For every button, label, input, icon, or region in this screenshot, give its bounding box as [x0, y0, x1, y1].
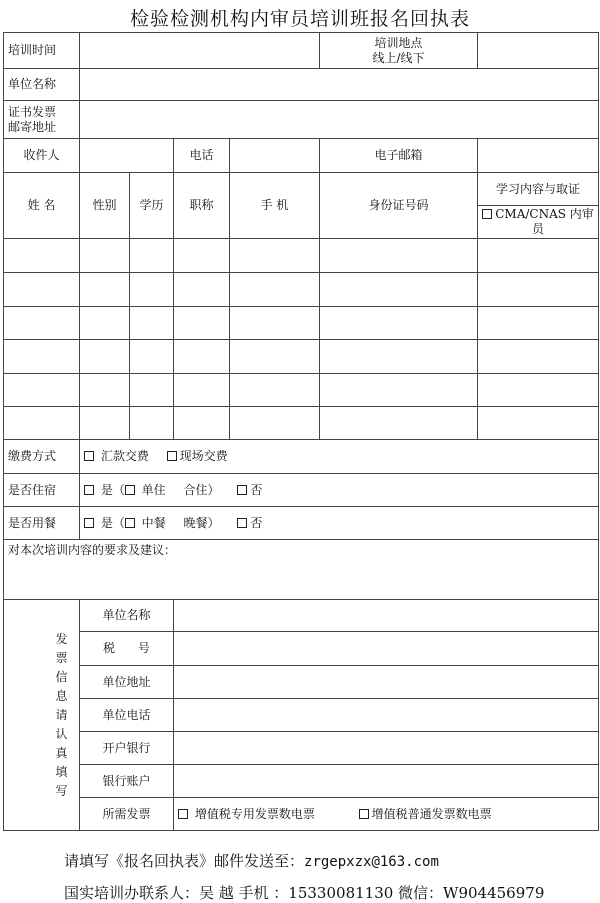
mailing-label-line2: 邮寄地址 [8, 119, 57, 134]
meals-no-label: 否 [250, 515, 263, 530]
suggestion-field[interactable] [4, 540, 599, 600]
side-char: 真 [55, 745, 68, 760]
invoice-phone-label: 单位电话 [80, 699, 174, 732]
col-header-name: 姓 名 [4, 173, 80, 239]
payment-transfer-label: 汇款交费 [100, 449, 149, 463]
mailing-address-label [4, 101, 80, 139]
location-label-line2: 线上/线下 [372, 50, 425, 65]
lodging-single-label: 单住 [141, 482, 166, 497]
training-time-label: 培训时间 [4, 33, 80, 69]
invoice-phone-value[interactable] [174, 699, 599, 732]
meals-yes-label: 是（ [100, 515, 125, 530]
lodging-single-checkbox[interactable] [125, 485, 135, 495]
invoice-special-checkbox[interactable] [178, 809, 188, 819]
meals-no-checkbox[interactable] [237, 518, 247, 528]
table-row [4, 273, 599, 307]
footer-email-address[interactable]: zrgepxzx@163.com [304, 854, 439, 870]
mailing-label-line1: 证书发票 [8, 104, 57, 119]
phone-value[interactable] [230, 139, 320, 173]
registration-form-table [3, 32, 599, 831]
payment-transfer-checkbox[interactable] [84, 451, 94, 461]
invoice-required-label: 所需发票 [80, 798, 174, 831]
meals-lunch-label: 中餐 [141, 515, 166, 530]
invoice-address-value[interactable] [174, 666, 599, 699]
meals-dinner-label: 晚餐） [183, 515, 220, 530]
invoice-address-label: 单位地址 [80, 666, 174, 699]
invoice-tax-id-value[interactable] [174, 632, 599, 666]
mailing-address-value[interactable] [80, 101, 599, 139]
training-location-label [320, 33, 478, 69]
invoice-account-label: 银行账户 [80, 765, 174, 798]
cma-option[interactable] [478, 206, 599, 239]
unit-name-value[interactable] [80, 69, 599, 101]
invoice-side-label [4, 600, 80, 831]
side-char: 信 [55, 669, 68, 684]
table-row [4, 239, 599, 273]
meals-yes-checkbox[interactable] [84, 518, 94, 528]
lodging-yes-label: 是（ [100, 482, 125, 497]
col-header-mobile: 手 机 [230, 173, 320, 239]
invoice-tax-id-label: 税 号 [80, 632, 174, 666]
invoice-bank-label: 开户银行 [80, 732, 174, 765]
cma-option-label: CMA/CNAS 内审员 [495, 207, 594, 236]
payment-label: 缴费方式 [4, 440, 80, 474]
table-row [4, 307, 599, 340]
invoice-bank-value[interactable] [174, 732, 599, 765]
training-time-value[interactable] [80, 33, 320, 69]
training-location-value[interactable] [478, 33, 599, 69]
payment-onsite-label: 现场交费 [179, 449, 228, 463]
lodging-label: 是否住宿 [4, 474, 80, 507]
col-header-id-number: 身份证号码 [320, 173, 478, 239]
payment-onsite-checkbox[interactable] [167, 451, 177, 461]
meals-options [80, 507, 599, 540]
footer-email-line [64, 850, 439, 871]
col-header-title: 职称 [174, 173, 230, 239]
checkbox-icon[interactable] [482, 209, 492, 219]
side-char: 填 [55, 764, 68, 779]
lodging-yes-checkbox[interactable] [84, 485, 94, 495]
footer-email-text: 请填写《报名回执表》邮件发送至： [64, 852, 305, 870]
location-label-line1: 培训地点 [374, 35, 423, 50]
lodging-shared-label: 合住） [183, 482, 220, 497]
invoice-unit-name-value[interactable] [174, 600, 599, 632]
meals-lunch-checkbox[interactable] [125, 518, 135, 528]
recipient-label: 收件人 [4, 139, 80, 173]
invoice-side-table [8, 630, 75, 801]
email-label: 电子邮箱 [320, 139, 478, 173]
lodging-options [80, 474, 599, 507]
side-char: 发 [55, 631, 68, 646]
invoice-special-label: 增值税专用发票数电票 [194, 806, 315, 821]
recipient-value[interactable] [80, 139, 174, 173]
invoice-general-label: 增值税普通发票数电票 [371, 806, 492, 821]
phone-label: 电话 [174, 139, 230, 173]
payment-options [80, 440, 599, 474]
table-row [4, 407, 599, 440]
invoice-account-value[interactable] [174, 765, 599, 798]
side-char: 写 [55, 783, 68, 798]
meals-label: 是否用餐 [4, 507, 80, 540]
invoice-required-options [174, 798, 599, 831]
invoice-general-checkbox[interactable] [359, 809, 369, 819]
side-char: 认 [55, 726, 68, 741]
footer-contact-line: 国实培训办联系人：吴 越 手机 ：15330081130 微信：W904456979 [64, 884, 545, 902]
suggestion-label: 对本次培训内容的要求及建议： [8, 543, 177, 557]
side-char: 息 [55, 688, 68, 703]
lodging-no-checkbox[interactable] [237, 485, 247, 495]
lodging-no-label: 否 [250, 482, 263, 497]
side-char: 请 [55, 707, 68, 722]
col-header-study: 学习内容与取证 [478, 173, 599, 206]
col-header-education: 学历 [130, 173, 174, 239]
unit-name-label: 单位名称 [4, 69, 80, 101]
table-row [4, 374, 599, 407]
col-header-gender: 性别 [80, 173, 130, 239]
form-title: 检验检测机构内审员培训班报名回执表 [129, 8, 470, 30]
email-value[interactable] [478, 139, 599, 173]
table-row [4, 340, 599, 374]
side-char: 票 [55, 650, 68, 665]
invoice-unit-name-label: 单位名称 [80, 600, 174, 632]
